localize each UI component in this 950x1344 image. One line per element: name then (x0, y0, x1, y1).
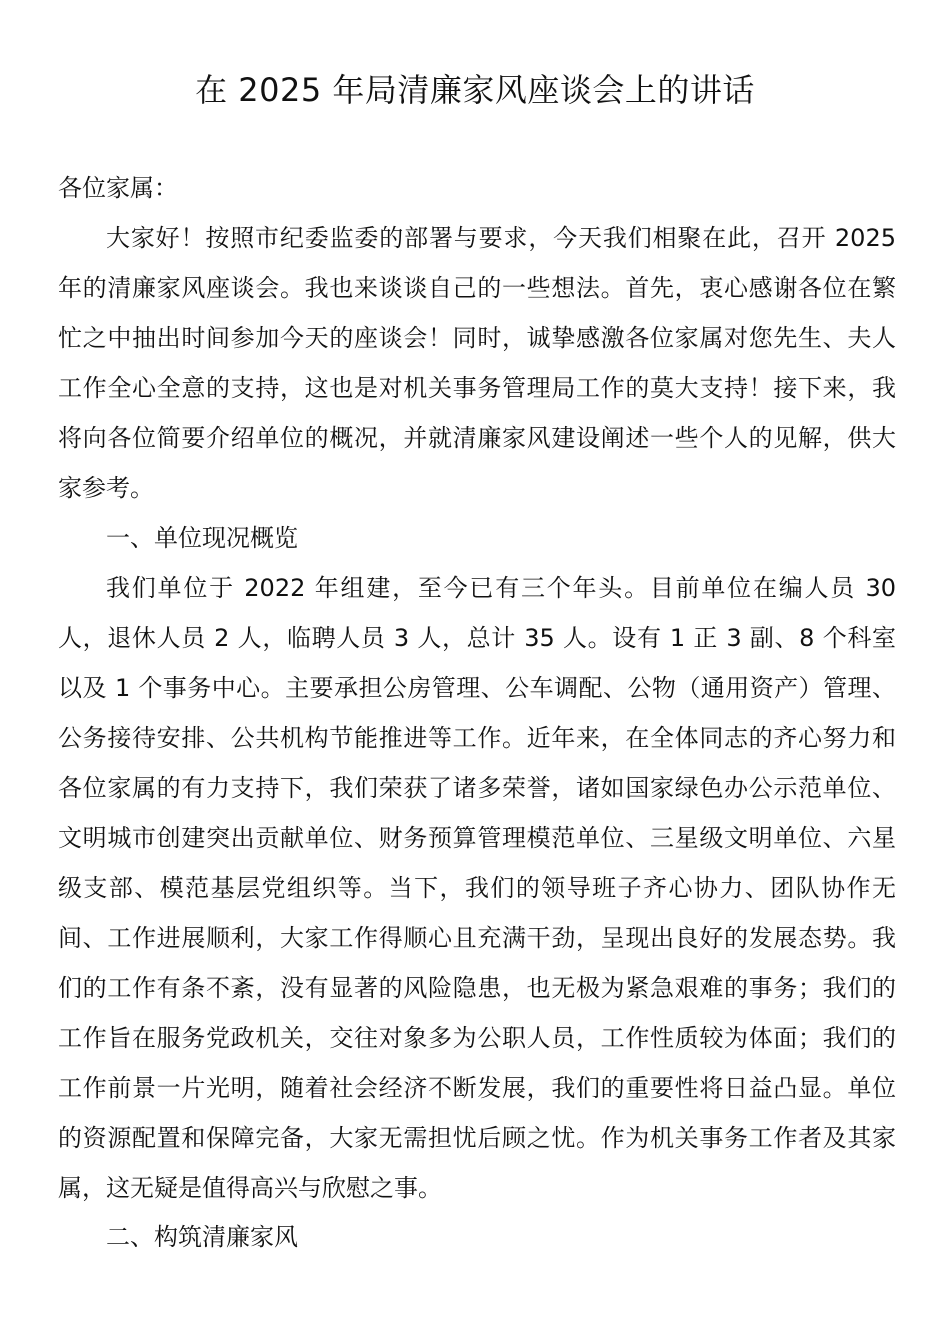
section-heading-2: 二、构筑清廉家风 (106, 1223, 298, 1251)
section-heading-block-1 (58, 513, 896, 563)
opening-paragraph: 大家好！按照市纪委监委的部署与要求，今天我们相聚在此，召开 2025 年的清廉家风座谈会。我也来谈谈自己的一些想法。首先，衷心感谢各位在繁忙之中抽出时间参加今天的座谈会！同时，诚挚感激各位家属对您先生、夫人工作全心全意的支持，这也是对机关事务管理局工作的莫大支持！接下来，我将向各位简要介绍单位的概况，并就清廉家风建设阐述一些个人的见解，供大家参考。 (58, 224, 896, 502)
salutation: 各位家属： (58, 174, 178, 202)
overview-paragraph-block (58, 563, 896, 1213)
section-heading-1: 一、单位现况概览 (106, 524, 298, 552)
opening-paragraph-block (58, 213, 896, 513)
overview-paragraph: 我们单位于 2022 年组建，至今已有三个年头。目前单位在编人员 30 人，退休人员 2 人，临聘人员 3 人，总计 35 人。设有 1 正 3 副、8 个科室以及 1 个事务中心。主要承担公房管理、公车调配、公物（通用资产）管理、公务接待安排、公共机构节能推进等工作。近年来，在全体同志的齐心努力和各位家属的有力支持下，我们荣获了诸多荣誉，诸如国家绿色办公示范单位、文明城市创建突出贡献单位、财务预算管理模范单位、三星级文明单位、六星级支部、模范基层党组织等。当下，我们的领导班子齐心协力、团队协作无间、工作进展顺利，大家工作得顺心且充满干劲，呈现出良好的发展态势。我们的工作有条不紊，没有显著的风险隐患，也无极为紧急艰难的事务；我们的工作旨在服务党政机关，交往对象多为公职人员，工作性质较为体面；我们的工作前景一片光明，随着社会经济不断发展，我们的重要性将日益凸显。单位的资源配置和保障完备，大家无需担忧后顾之忧。作为机关事务工作者及其家属，这无疑是值得高兴与欣慰之事。 (58, 574, 896, 1202)
section-heading-block-2 (58, 1212, 896, 1262)
document-title: 在 2025 年局清廉家风座谈会上的讲话 (195, 71, 755, 109)
